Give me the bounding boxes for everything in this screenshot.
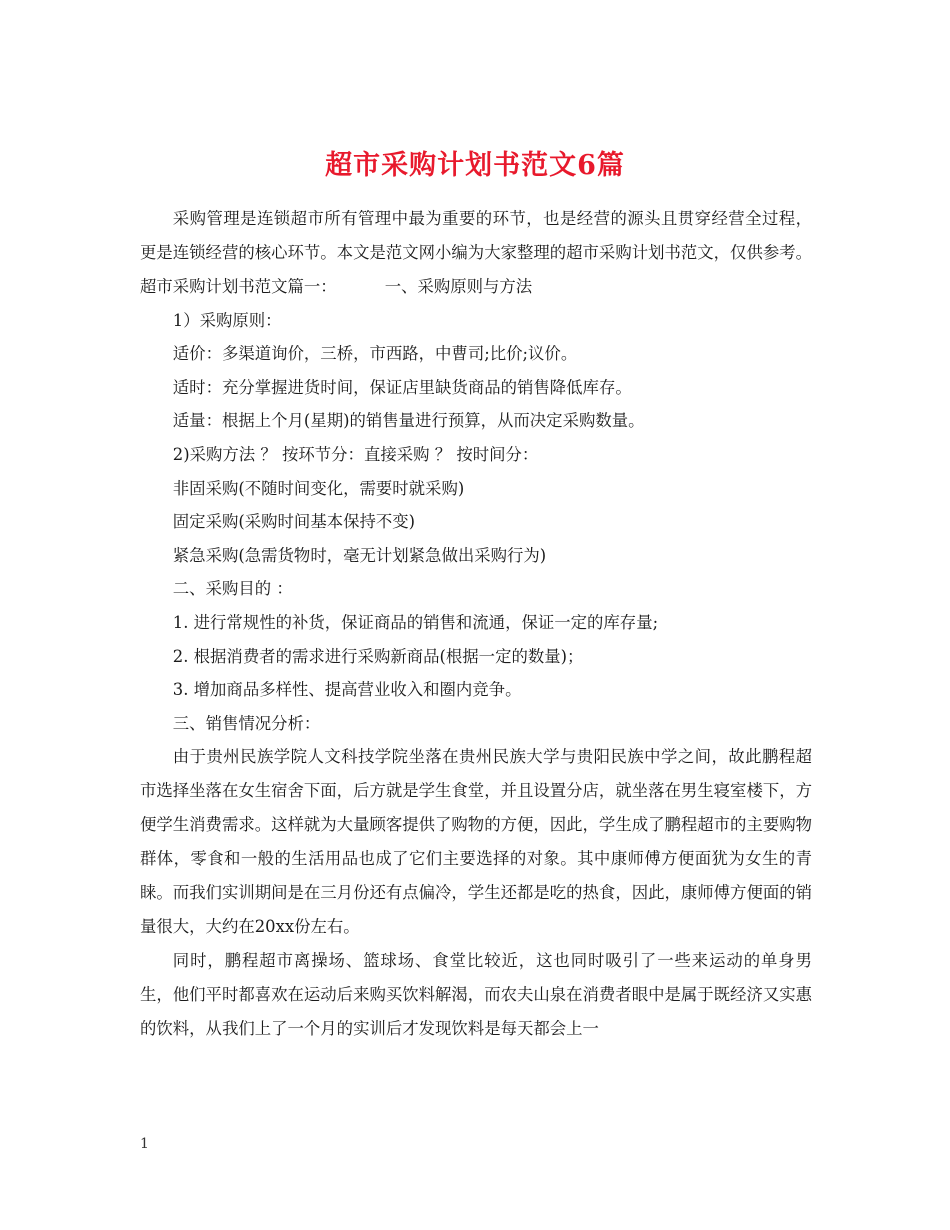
analysis-paragraph: 由于贵州民族学院人文科技学院坐落在贵州民族大学与贵阳民族中学之间，故此鹏程超市选择坐落在女生宿舍下面，后方就是学生食堂，并且设置分店，就坐落在男生寝室楼下，方便学生消费需求。这样就为大量顾客提供了购物的方便，因此，学生成了鹏程超市的主要购物群体，零食和一般的生活用品也成了它们主要选择的对象。其中康师傅方便面犹为女生的青睐。而我们实训期间是在三月份还有点偏冷，学生还都是吃的热食，因此，康师傅方便面的销量很大，大约在20xx份左右。 (140, 747, 813, 937)
document-title: 超市采购计划书范文6篇 (325, 150, 625, 182)
method-nonfixed: 非固采购(不随时间变化，需要时就采购) (172, 478, 465, 498)
section-one-line (140, 270, 812, 304)
location-paragraph: 同时，鹏程超市离操场、篮球场、食堂比较近，这也同时吸引了一些来运动的单身男生，他们平时都喜欢在运动后来购买饮料解渴，而农夫山泉在消费者眼中是属于既经济又实惠的饮料，从我们上了一个月的实训后才发现饮料是每天都会上一 (140, 951, 813, 1039)
principle-timing: 适时：充分掌握进货时间，保证店里缺货商品的销售降低库存。 (172, 377, 632, 397)
section-one-heading: 一、采购原则与方法 (384, 277, 533, 296)
method-fixed: 固定采购(采购时间基本保持不变) (172, 512, 416, 532)
purpose-item-3: 3. 增加商品多样性、提高营业收入和圈内竞争。 (172, 680, 522, 700)
principle-price: 适价：多渠道询价，三桥，市西路，中曹司;比价;议价。 (172, 344, 578, 364)
method-urgent: 紧急采购(急需货物时，毫无计划紧急做出采购行为) (172, 545, 547, 565)
document-body (140, 202, 812, 1046)
principle-quantity: 适量：根据上个月(星期)的销售量进行预算，从而决定采购数量。 (172, 411, 645, 431)
purpose-heading: 二、采购目的 ： (172, 579, 293, 599)
method-heading: 2)采购方法 ？ 按环节分：直接采购 ？ 按时间分： (172, 444, 539, 464)
page-number: 1 (140, 1136, 149, 1152)
intro-paragraph: 采购管理是连锁超市所有管理中最为重要的环节，也是经营的源头且贯穿经营全过程，更是连锁经营的核心环节。本文是范文网小编为大家整理的超市采购计划书范文，仅供参考。 (140, 209, 813, 262)
purpose-item-2: 2. 根据消费者的需求进行采购新商品(根据一定的数量)； (172, 646, 584, 666)
purpose-item-1: 1. 进行常规性的补货，保证商品的销售和流通，保证一定的库存量; (172, 612, 659, 632)
principle-heading: 1）采购原则： (172, 310, 282, 330)
section-one-label: 超市采购计划书范文篇一： (140, 277, 337, 296)
analysis-heading: 三、销售情况分析： (172, 713, 321, 733)
